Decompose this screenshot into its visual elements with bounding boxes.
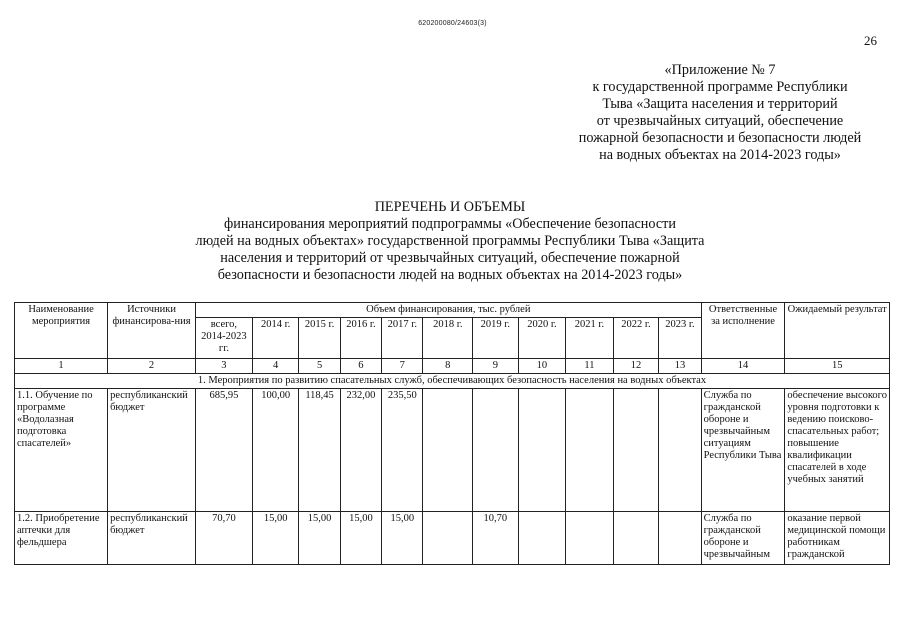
- appendix-line: Тыва «Защита населения и территорий: [602, 96, 838, 112]
- row-year-value: [659, 512, 701, 565]
- appendix-line: пожарной безопасности и безопасности людей: [578, 130, 862, 146]
- section-title: 1. Мероприятия по развитию спасательных служб, обеспечивающих безопасность населения на водных объектах: [15, 374, 890, 389]
- header-result: Ожидаемый результат: [785, 303, 890, 359]
- title-line: людей на водных объектах» государственной программы Республики Тыва «Защита: [195, 233, 705, 249]
- column-number: 8: [423, 359, 473, 374]
- header-total: всего, 2014-2023 гг.: [195, 318, 252, 359]
- row-year-value: 15,00: [252, 512, 299, 565]
- row-name: 1.1. Обучение по программе «Водолазная подготовка спасателей»: [15, 389, 108, 512]
- header-year: 2015 г.: [299, 318, 340, 359]
- row-responsible: Служба по гражданской обороне и чрезвычайным ситуациям Республики Тыва: [701, 389, 785, 512]
- document-id: 620200080/24603(3): [418, 20, 487, 27]
- row-total: 70,70: [195, 512, 252, 565]
- title-line: ПЕРЕЧЕНЬ И ОБЪЕМЫ: [374, 199, 526, 215]
- row-source: республиканский бюджет: [108, 512, 196, 565]
- document-title: [130, 199, 770, 284]
- title-line: населения и территорий от чрезвычайных ситуаций, обеспечение пожарной: [220, 250, 680, 266]
- page-number: 26: [864, 33, 877, 48]
- row-year-value: 15,00: [382, 512, 423, 565]
- column-number: 5: [299, 359, 340, 374]
- title-line: безопасности и безопасности людей на водных объектах на 2014-2023 годы»: [217, 267, 683, 283]
- row-year-value: 232,00: [340, 389, 381, 512]
- row-year-value: [473, 389, 519, 512]
- row-result: обеспечение высокого уровня подготовки к ведению поисково-спасательных работ; повышение квалификации спасателей в ходе учебных занятий: [785, 389, 890, 512]
- table-row: [15, 512, 890, 565]
- row-year-value: [613, 512, 659, 565]
- title-line: финансирования мероприятий подпрограммы «Обеспечение безопасности: [224, 216, 676, 232]
- section-row: [15, 374, 890, 389]
- header-year: 2020 г.: [518, 318, 566, 359]
- header-year: 2021 г.: [566, 318, 614, 359]
- appendix-line: на водных объектах на 2014-2023 годы»: [599, 147, 841, 163]
- row-total: 685,95: [195, 389, 252, 512]
- header-year: 2022 г.: [613, 318, 659, 359]
- row-year-value: 235,50: [382, 389, 423, 512]
- row-source: республиканский бюджет: [108, 389, 196, 512]
- header-year: 2019 г.: [473, 318, 519, 359]
- column-number: 14: [701, 359, 785, 374]
- appendix-line: к государственной программе Республики: [592, 79, 848, 95]
- row-year-value: [518, 389, 566, 512]
- row-responsible: Служба по гражданской обороне и чрезвычайным: [701, 512, 785, 565]
- column-number: 7: [382, 359, 423, 374]
- column-number: 4: [252, 359, 299, 374]
- column-number: 6: [340, 359, 381, 374]
- row-year-value: [566, 389, 614, 512]
- header-year: 2023 г.: [659, 318, 701, 359]
- column-number: 1: [15, 359, 108, 374]
- column-numbers-row: [15, 359, 890, 374]
- header-year: 2017 г.: [382, 318, 423, 359]
- column-number: 3: [195, 359, 252, 374]
- table-row: [15, 389, 890, 512]
- header-row: [15, 303, 890, 318]
- row-year-value: 118,45: [299, 389, 340, 512]
- column-number: 2: [108, 359, 196, 374]
- header-year: 2014 г.: [252, 318, 299, 359]
- header-year: 2016 г.: [340, 318, 381, 359]
- row-year-value: [566, 512, 614, 565]
- column-number: 9: [473, 359, 519, 374]
- header-volume: Объем финансирования, тыс. рублей: [195, 303, 701, 318]
- column-number: 15: [785, 359, 890, 374]
- row-year-value: [423, 389, 473, 512]
- column-number: 11: [566, 359, 614, 374]
- header-source: Источники финансирова-ния: [108, 303, 196, 359]
- row-year-value: 15,00: [340, 512, 381, 565]
- header-name: Наименование мероприятия: [15, 303, 108, 359]
- row-year-value: [518, 512, 566, 565]
- financing-table: [14, 302, 890, 565]
- appendix-line: от чрезвычайных ситуаций, обеспечение: [596, 113, 844, 129]
- row-year-value: 100,00: [252, 389, 299, 512]
- header-responsible: Ответственные за исполнение: [701, 303, 785, 359]
- header-year: 2018 г.: [423, 318, 473, 359]
- appendix-block: [560, 62, 880, 164]
- row-year-value: [613, 389, 659, 512]
- row-year-value: 10,70: [473, 512, 519, 565]
- row-name: 1.2. Приобретение аптечки для фельдшера: [15, 512, 108, 565]
- column-number: 13: [659, 359, 701, 374]
- row-result: оказание первой медицинской помощи работникам гражданской: [785, 512, 890, 565]
- column-number: 10: [518, 359, 566, 374]
- appendix-line: «Приложение № 7: [664, 62, 776, 78]
- row-year-value: [423, 512, 473, 565]
- row-year-value: [659, 389, 701, 512]
- column-number: 12: [613, 359, 659, 374]
- row-year-value: 15,00: [299, 512, 340, 565]
